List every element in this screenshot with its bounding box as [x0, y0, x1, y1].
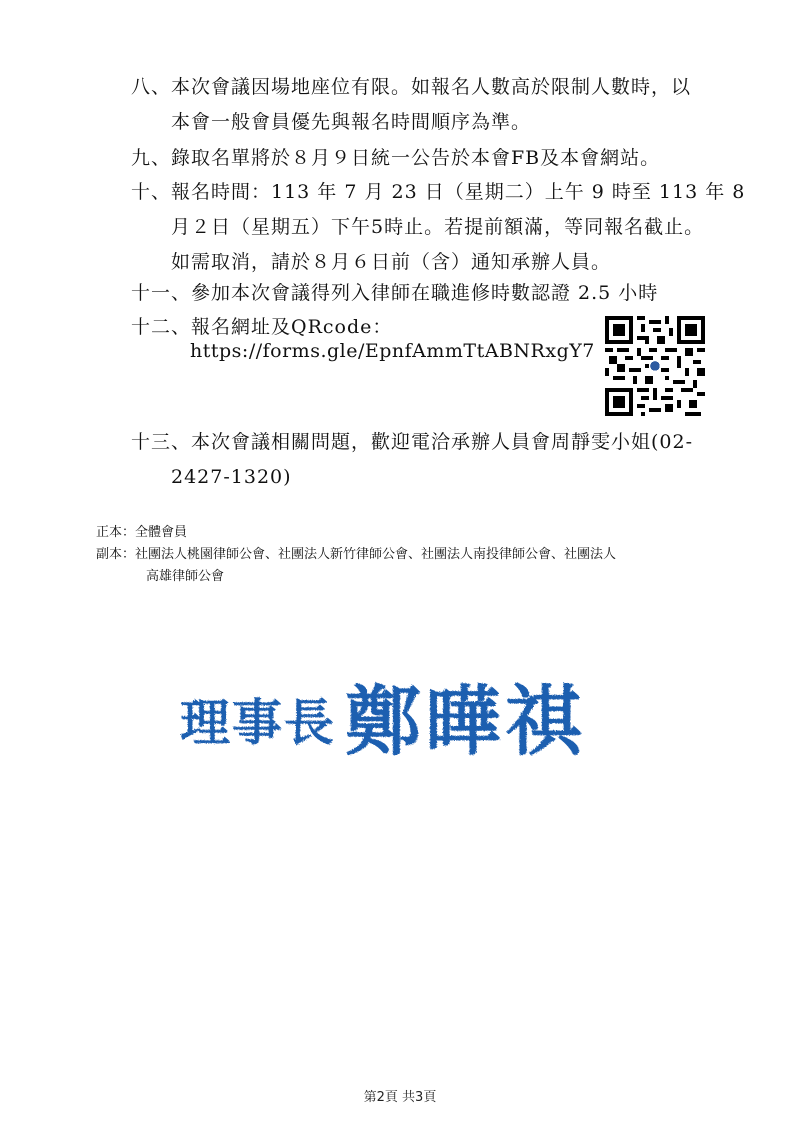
recipient-copy-line-1: 副本：社團法人桃園律師公會、社團法人新竹律師公會、社團法人南投律師公會、社團法人	[96, 547, 617, 562]
item-10-line-1: 十、報名時間：113 年 7 月 23 日（星期二）上午 9 時至 113 年 8	[131, 181, 746, 203]
item-10-line-3: 如需取消，請於８月６日前（含）通知承辦人員。	[171, 251, 612, 273]
registration-url[interactable]: https://forms.gle/EpnfAmmTtABNRxgY7	[190, 340, 595, 362]
recipient-copy-line-2: 高雄律師公會	[146, 569, 225, 584]
item-13-line-2: 2427-1320)	[171, 466, 292, 488]
signature-name: 鄭曄祺	[345, 677, 585, 765]
item-9	[131, 141, 660, 176]
item-8-line-1: 八、本次會議因場地座位有限。如報名人數高於限制人數時，以	[131, 76, 692, 98]
chairman-signature-stamp	[180, 670, 600, 765]
item-8	[131, 70, 691, 140]
page-number: 第2頁 共3頁	[363, 1090, 437, 1105]
item-13-line-1: 十三、本次會議相關問題，歡迎電洽承辦人員會周靜雯小姐(02-	[131, 431, 694, 453]
qr-code-icon[interactable]	[604, 316, 706, 416]
item-12-line-1: 十二、報名網址及QRcode：	[131, 316, 393, 338]
item-10-line-2: 月２日（星期五）下午5時止。若提前額滿，等同報名截止。	[171, 216, 705, 238]
item-8-line-2: 本會一般會員優先與報名時間順序為準。	[171, 111, 532, 133]
item-13	[131, 425, 693, 495]
signature-title: 理事長	[180, 693, 336, 752]
item-9-line-1: 九、錄取名單將於８月９日統一公告於本會FB及本會網站。	[131, 147, 661, 169]
item-11-line-1: 十一、參加本次會議得列入律師在職進修時數認證 2.5 小時	[131, 282, 659, 304]
item-10	[131, 175, 745, 280]
item-11	[131, 276, 658, 311]
recipient-main: 正本：全體會員	[96, 525, 188, 540]
